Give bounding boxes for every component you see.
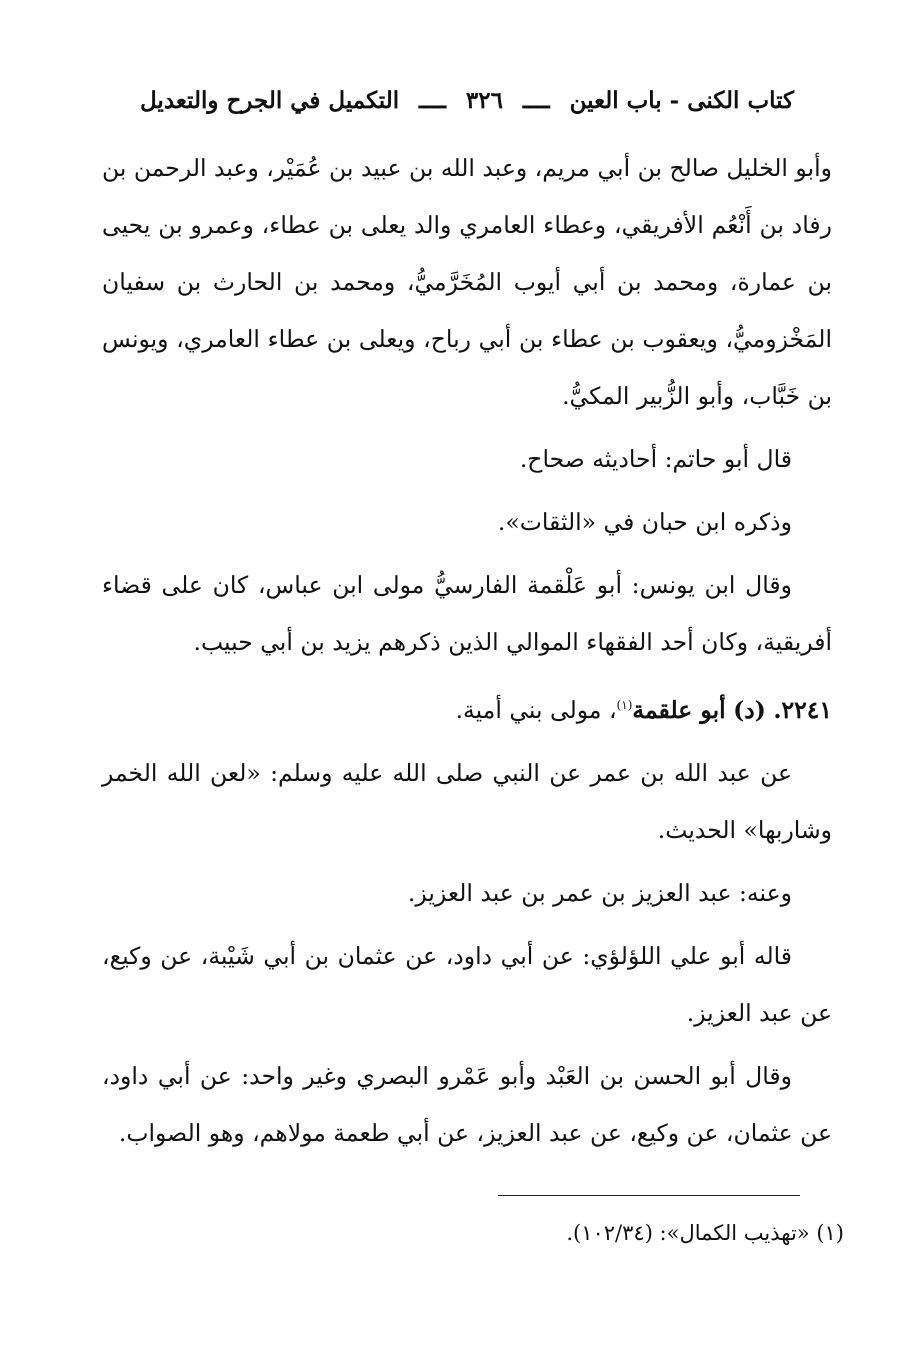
entry-number: ٢٢٤١. xyxy=(773,695,832,724)
running-header xyxy=(140,78,794,122)
entry-heading xyxy=(102,677,832,739)
footnote: (١) «تهذيب الكمال»: (١٠٢/٣٤). xyxy=(566,1221,844,1245)
main-text xyxy=(102,140,832,1168)
paragraph: وذكره ابن حبان في «الثقات». xyxy=(497,508,792,536)
paragraph: وعنه: عبد العزيز بن عمر بن عبد العزيز. xyxy=(407,878,792,907)
entry-name: أبو علقمة xyxy=(632,695,726,724)
paragraph: وقال ابن يونس: أبو عَلْقمة الفارسيُّ مولى ابن عباس، كان على قضاء أفريقية، وكان أحد الفقهاء الموالي الذين ذكرهم يزيد بن أبي حبيب. xyxy=(102,571,832,656)
header-book-title: التكميل في الجرح والتعديل xyxy=(140,86,400,114)
entry-description: ، مولى بني أمية. xyxy=(455,695,617,724)
header-dash-right: ــــ xyxy=(419,86,446,114)
footnote-ref[interactable]: (١) xyxy=(616,698,633,712)
header-dash-left: ــــ xyxy=(522,86,550,114)
paragraph: عن عبد الله بن عمر عن النبي صلى الله عليه وسلم: «لعن الله الخمر وشاربها» الحديث. xyxy=(102,758,832,844)
entry-code: (د) xyxy=(733,695,766,724)
paragraph: قاله أبو علي اللؤلؤي: عن أبي داود، عن عثمان بن أبي شَيْبة، عن وكيع، عن عبد العزيز. xyxy=(102,941,832,1027)
header-section: كتاب الكنى - باب العين xyxy=(569,86,794,114)
paragraph: وقال أبو الحسن بن العَبْد وأبو عَمْرو البصري وغير واحد: عن أبي داود، عن عثمان، عن وكيع، عن عبد العزيز، عن أبي طعمة مولاهم، وهو الصواب. xyxy=(102,1061,832,1147)
paragraph: قال أبو حاتم: أحاديثه صحاح. xyxy=(519,445,792,473)
footnote-divider xyxy=(498,1195,800,1196)
paragraph: وأبو الخليل صالح بن أبي مريم، وعبد الله بن عبيد بن عُمَيْر، وعبد الرحمن بن رفاد بن أَنْعُم الأفريقي، وعطاء العامري والد يعلى بن عطاء، وعمرو بن يحيى بن عمارة، ومحمد بن أبي أيوب المُخَرَّميُّ، ومحمد بن الحارث بن سفيان المَخْزوميُّ، ويعقوب بن عطاء بن أبي رباح، ويعلى بن عطاء العامري، ويونس بن خَبَّاب، وأبو الزُّبير المكيُّ. xyxy=(102,154,832,410)
page-number: ٣٢٦ xyxy=(465,86,503,114)
